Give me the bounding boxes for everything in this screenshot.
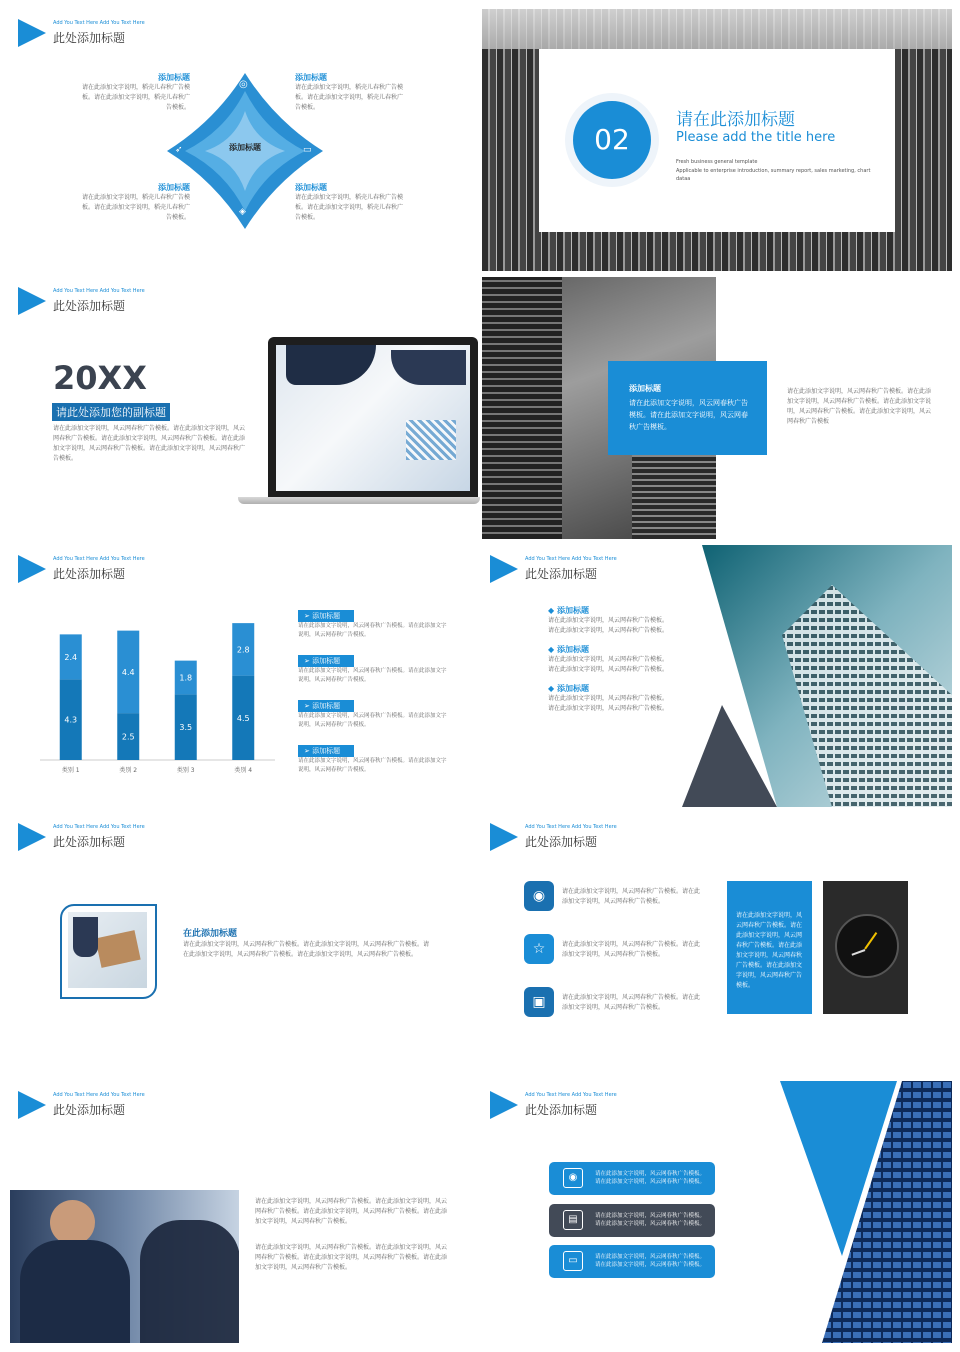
side-description: 请在此添加文字说明，风云网春秋广告模板。请在此添加文字说明，风云网春秋广告模板。请在此添加文字说明，风云网春秋广告模板。请在此添加文字说明，风云网春秋广告模板 [787,388,932,425]
legend-item-title: ➢ 添加标题 [298,610,354,622]
header-title: 此处添加标题 [53,31,126,45]
list-item: ◆ 添加标题 请在此添加文字说明，风云网春秋广告模板。请在此添加文字说明，风云网春秋广告模板。 [548,684,669,712]
info-button[interactable] [549,1204,715,1237]
watch-photo [823,881,908,1014]
header-triangle [18,1091,46,1119]
header-subtitle: Add You Text Here Add You Text Here [53,824,145,830]
box-icon: ◈ [239,207,246,217]
header-triangle [18,823,46,851]
diamond-bullet-icon: ◆ [548,645,555,654]
house-model-photo [68,912,147,988]
info-box-text: 请在此添加文字说明，风云网春秋广告模板。请在此添加文字说明，风云网春秋广告模板。 [629,399,748,431]
year-heading: 20XX [53,359,147,397]
header-triangle [490,1091,518,1119]
category-tick-label: 类别 3 [176,767,195,774]
slide-framed-photo [10,813,480,1075]
slide-bar-chart [10,545,480,807]
header-subtitle: Add You Text Here Add You Text Here [525,556,617,562]
slide-petal-diagram [10,9,480,271]
bar-value-label: 2.8 [236,645,250,655]
star-icon: ☆ [524,934,554,964]
slide-businessmen [10,1081,480,1343]
header-title: 此处添加标题 [53,1103,126,1117]
info-button[interactable] [549,1245,715,1278]
info-box-title: 添加标题 [629,384,661,393]
block-title: 在此添加标题 [183,929,238,939]
bar-value-label: 1.8 [179,673,193,683]
info-button-text: 请在此添加文字说明，风云网春秋广告模板。请在此添加文字说明，风云网春秋广告模板。 [595,1213,706,1227]
petal-item-bottom-left: 添加标题 请在此添加文字说明，稻壳儿春秋广告模板。请在此添加文字说明，稻壳儿春秋广告模板。 [81,183,190,221]
header-triangle [18,555,46,583]
header-triangle [490,823,518,851]
section-desc-2: Applicable to enterprise introduction, summary report, sales marketing, chart dataa [676,168,871,182]
icon-row-text: 请在此添加文字说明，风云网春秋广告模板。请在此添加文字说明，风云网春秋广告模板。 [562,941,701,958]
section-title-en: Please add the title here [676,130,836,145]
header-subtitle: Add You Text Here Add You Text Here [53,20,145,26]
laptop-base [238,497,480,504]
header-title: 此处添加标题 [53,567,126,581]
diamond-list [548,605,668,714]
subtitle-badge: 请此处添加您的副标题 [52,403,170,421]
legend-item: ➢ 添加标题 请在此添加文字说明，风云网春秋广告模板。请在此添加文字说明，风云网春秋广告模板。 [298,702,447,728]
header-triangle [18,19,46,47]
icon-row-text: 请在此添加文字说明，风云网春秋广告模板。请在此添加文字说明，风云网春秋广告模板。 [562,994,701,1011]
diamond-bullet-icon: ◆ [548,684,555,693]
header-title: 此处添加标题 [525,1103,598,1117]
list-item: ◆ 添加标题 请在此添加文字说明，风云网春秋广告模板。请在此添加文字说明，风云网春秋广告模板。 [548,645,669,673]
header-subtitle: Add You Text Here Add You Text Here [53,1092,145,1098]
petal-item-bottom-right: 添加标题 请在此添加文字说明，稻壳儿春秋广告模板。请在此添加文字说明，稻壳儿春秋广告模板。 [295,183,404,221]
legend-item: ➢ 添加标题 请在此添加文字说明，风云网春秋广告模板。请在此添加文字说明，风云网春秋广告模板。 [298,657,447,683]
slide-building-box [482,277,952,539]
briefcase-icon: ▤ [563,1210,583,1230]
diagram-center-label: 添加标题 [229,143,261,152]
legend-item-title: ➢ 添加标题 [298,655,354,667]
header-triangle [18,287,46,315]
disc-icon: ◉ [524,881,554,911]
section-number: 02 [573,101,651,179]
stacked-bar-chart [40,605,280,780]
legend-item: ➢ 添加标题 请在此添加文字说明，风云网春秋广告模板。请在此添加文字说明，风云网春秋广告模板。 [298,612,447,638]
year-description: 请在此添加文字说明，风云网春秋广告模板。请在此添加文字说明，风云网春秋广告模板。请在此添加文字说明，风云网春秋广告模板。请在此添加文字说明，风云网春秋广告模板。请在此添加文字说明，风云网春秋广告模板。 [53,425,246,462]
section-desc-1: Fresh business general template [676,159,758,165]
category-tick-label: 类别 1 [61,767,80,774]
chat-icon: ▭ [303,145,312,155]
businessmen-photo [10,1190,239,1343]
section-title-cn: 请在此添加标题 [676,110,795,130]
category-tick-label: 类别 2 [119,767,138,774]
rocket-icon: ➶ [175,145,183,155]
paragraph-1: 请在此添加文字说明，风云网春秋广告模板。请在此添加文字说明，风云网春秋广告模板。请在此添加文字说明，风云网春秋广告模板。请在此添加文字说明，风云网春秋广告模板。 [255,1198,448,1225]
laptop-photo [276,345,470,491]
header-title: 此处添加标题 [525,835,598,849]
legend-item-title: ➢ 添加标题 [298,745,354,757]
bar-value-label: 2.4 [64,652,78,662]
legend-item: ➢ 添加标题 请在此添加文字说明，风云网春秋广告模板。请在此添加文字说明，风云网春秋广告模板。 [298,747,447,773]
header-subtitle: Add You Text Here Add You Text Here [53,556,145,562]
camera-icon: ◎ [239,79,248,90]
header-triangle [490,555,518,583]
petal-item-top-left: 添加标题 请在此添加文字说明，稻壳儿春秋广告模板。请在此添加文字说明，稻壳儿春秋广告模板。 [81,73,190,111]
legend-list [298,603,448,775]
skyscraper-photo [682,545,952,807]
bar-value-label: 3.5 [179,723,193,733]
info-button-text: 请在此添加文字说明，风云网春秋广告模板。请在此添加文字说明，风云网春秋广告模板。 [595,1171,706,1185]
slide-year-laptop [10,277,480,539]
bar-value-label: 4.5 [236,713,250,723]
category-tick-label: 类别 4 [234,767,253,774]
bar-value-label: 4.3 [64,715,78,725]
blue-box-text: 请在此添加文字说明，风云网春秋广告模板。请在此添加文字说明，风云网春秋广告模板。请在此添加文字说明，风云网春秋广告模板。请在此添加文字说明，风云网春秋广告模板。 [736,912,803,989]
paragraph-2: 请在此添加文字说明，风云网春秋广告模板。请在此添加文字说明，风云网春秋广告模板。请在此添加文字说明，风云网春秋广告模板。请在此添加文字说明，风云网春秋广告模板。 [255,1244,448,1271]
safe-icon: ◉ [563,1168,583,1188]
triangle-graphic [772,1081,952,1343]
header-title: 此处添加标题 [53,835,126,849]
slide-button-list [482,1081,952,1343]
header-title: 此处添加标题 [525,567,598,581]
tv-icon: ▣ [524,987,554,1017]
info-button[interactable] [549,1162,715,1195]
bar-value-label: 4.4 [121,667,135,677]
block-text: 请在此添加文字说明，风云网春秋广告模板。请在此添加文字说明，风云网春秋广告模板。请在此添加文字说明，风云网春秋广告模板。请在此添加文字说明，风云网春秋广告模板。 [183,941,430,958]
header-subtitle: Add You Text Here Add You Text Here [525,824,617,830]
slide-triangle-building [482,545,952,807]
header-subtitle: Add You Text Here Add You Text Here [525,1092,617,1098]
petal-item-top-right: 添加标题 请在此添加文字说明，稻壳儿春秋广告模板。请在此添加文字说明，稻壳儿春秋广告模板。 [295,73,404,111]
list-item: ◆ 添加标题 请在此添加文字说明，风云网春秋广告模板。请在此添加文字说明，风云网春秋广告模板。 [548,606,669,634]
monitor-icon: ▭ [563,1251,583,1271]
info-button-text: 请在此添加文字说明，风云网春秋广告模板。请在此添加文字说明，风云网春秋广告模板。 [595,1254,706,1268]
bar-value-label: 2.5 [121,732,135,742]
slide-section-02 [482,9,952,271]
diamond-bullet-icon: ◆ [548,606,555,615]
header-subtitle: Add You Text Here Add You Text Here [53,288,145,294]
slide-icon-list-watch [482,813,952,1075]
icon-row-text: 请在此添加文字说明，风云网春秋广告模板。请在此添加文字说明，风云网春秋广告模板。 [562,888,701,905]
legend-item-title: ➢ 添加标题 [298,700,354,712]
header-title: 此处添加标题 [53,299,126,313]
